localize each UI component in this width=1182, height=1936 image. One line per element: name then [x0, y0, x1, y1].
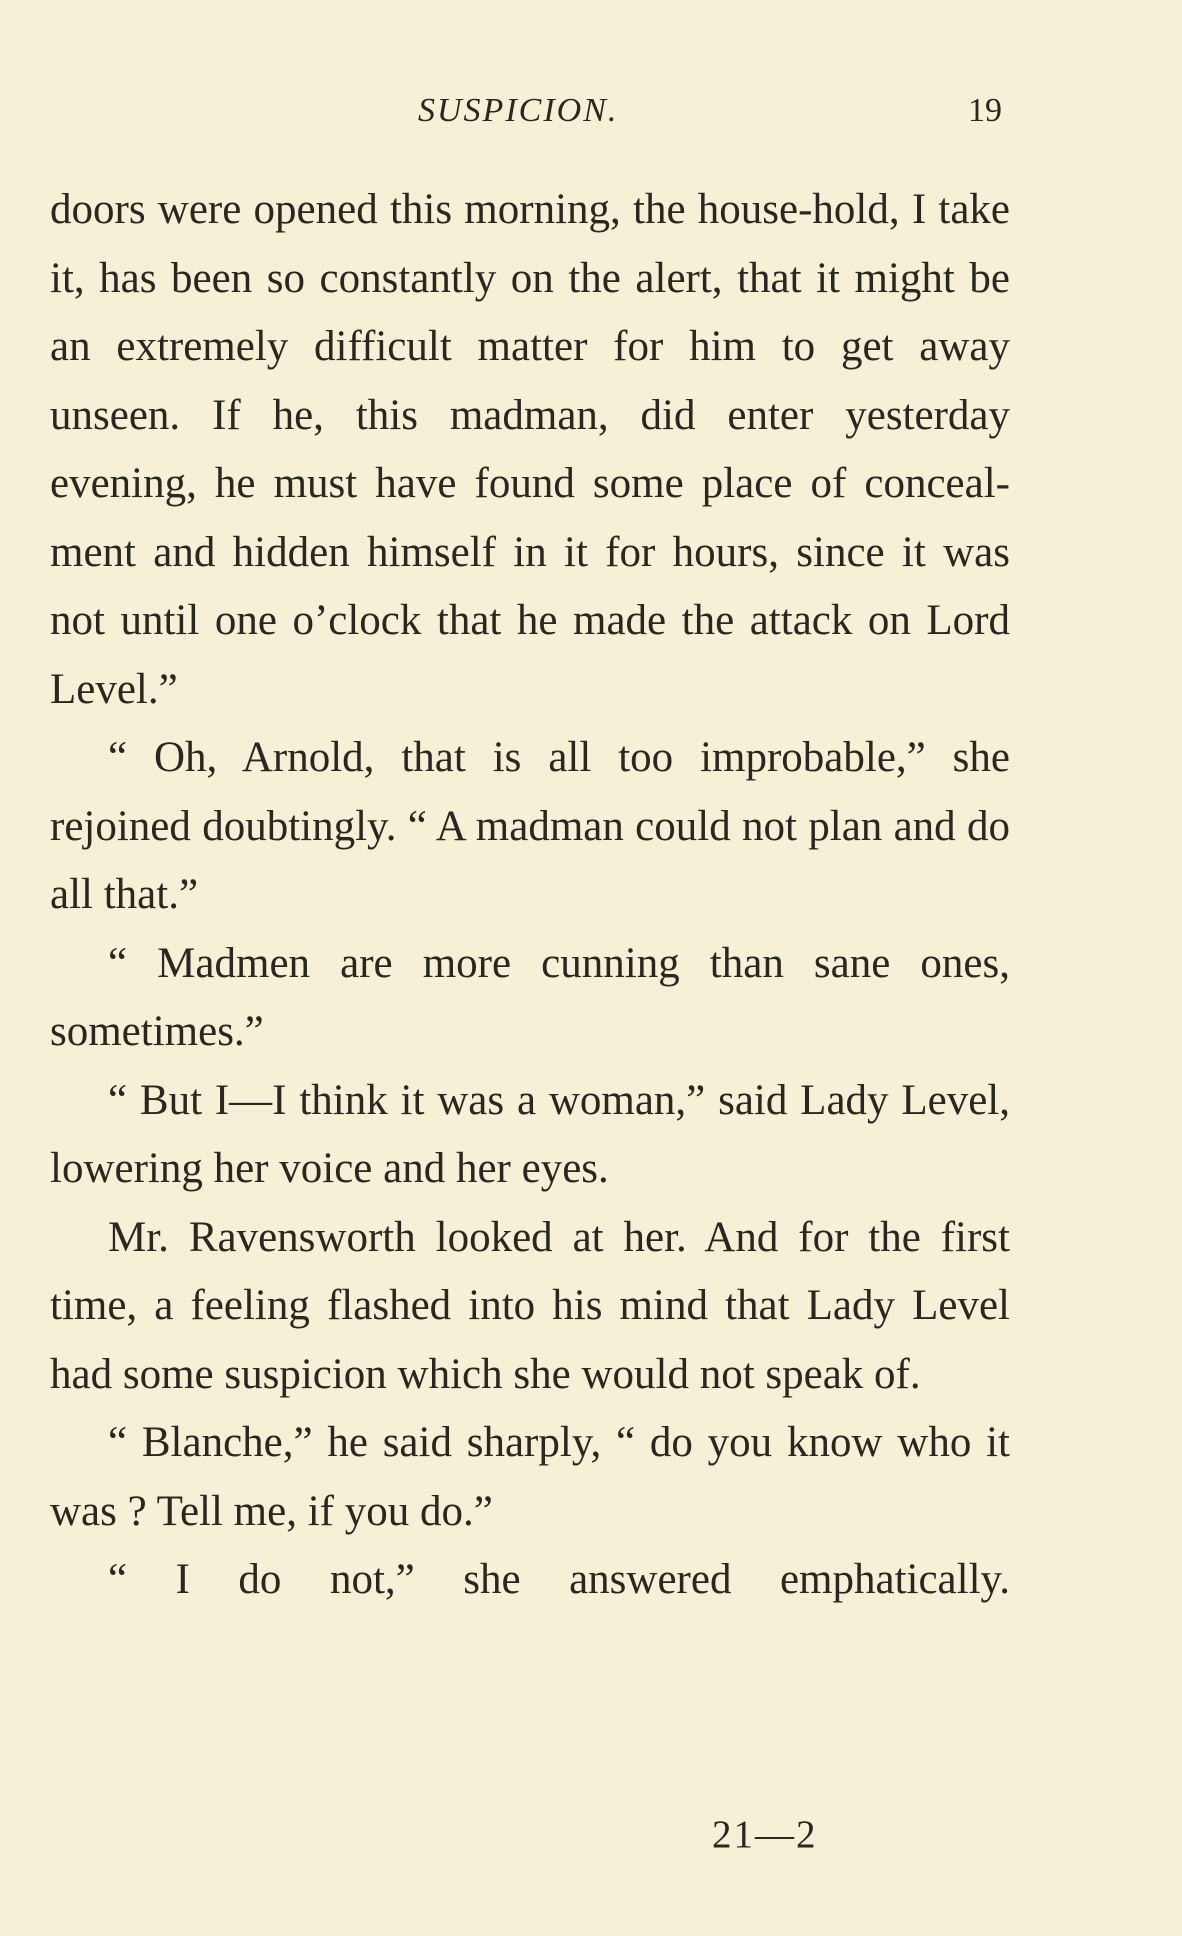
paragraph-dialogue: “ Oh, Arnold, that is all too improbable,” she rejoined doubtingly. “ A madman could not plan and do all that.” — [50, 734, 1010, 918]
printer-signature: 21—2 — [712, 1813, 818, 1856]
paragraph-dialogue: “ I do not,” she answered emphatically. — [108, 1556, 1010, 1603]
body-text — [50, 176, 1010, 1615]
paragraph-continuation: doors were opened this morning, the house-hold, I take it, has been so constantly on the alert, that it might be an extremely difficult matter for him to get away unseen. If he, this madman, did enter yesterday evening, he must have found some place of conceal-ment and hidden himself in it for hours, since it was not until one o’clock that he made the attack on Lord Level.” — [50, 186, 1010, 713]
paragraph-dialogue: “ But I—I think it was a woman,” said Lady Level, lowering her voice and her eyes. — [50, 1076, 1010, 1192]
paragraph-dialogue: “ Madmen are more cunning than sane ones, sometimes.” — [50, 939, 1010, 1055]
paragraph-dialogue: “ Blanche,” he said sharply, “ do you know who it was ? Tell me, if you do.” — [50, 1419, 1010, 1535]
running-title: SUSPICION. — [418, 92, 619, 129]
paragraph-narration: Mr. Ravensworth looked at her. And for the first time, a feeling flashed into his mind that Lady Level had some suspicion which she would not speak of. — [50, 1213, 1010, 1398]
page-number: 19 — [968, 92, 1002, 129]
running-head — [0, 92, 1182, 142]
